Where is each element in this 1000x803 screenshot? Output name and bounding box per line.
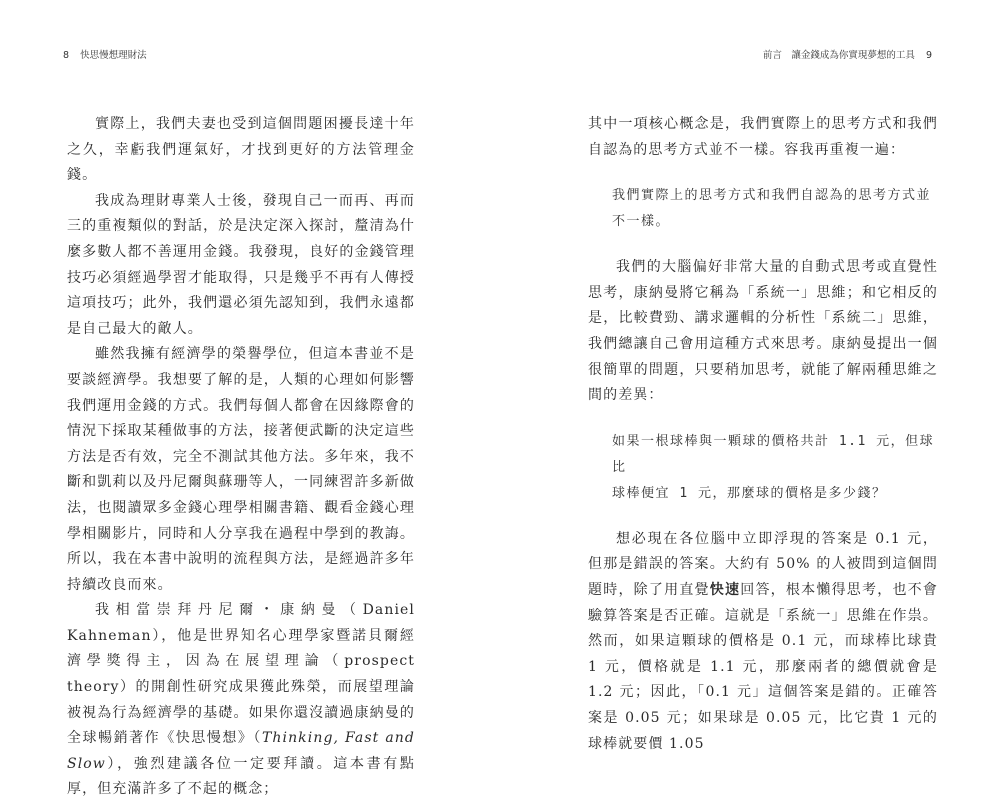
left-page-body — [67, 112, 415, 803]
paragraph-text: 想必現在各位腦中立即浮現的答案是 0.1 元，但那是錯誤的答案。大約有 50% 的人被問到這個問題時，除了用直覺 — [588, 530, 938, 598]
paragraph: 其中一項核心概念是，我們實際上的思考方式和我們自認為的思考方式並不一樣。容我再重複一遍： — [588, 116, 938, 158]
right-page-body — [588, 112, 938, 757]
right-page — [500, 0, 1000, 752]
left-running-title: 快思慢想理財法 — [80, 50, 147, 61]
quote-line: 球棒便宜 1 元，那麼球的價格是多少錢？ — [612, 485, 887, 501]
right-page-header — [763, 47, 940, 61]
quote-line: 我們實際上的思考方式和我們自認為的思考方式並 — [612, 188, 932, 204]
block-quote — [612, 183, 938, 235]
paragraph: 雖然我擁有經濟學的榮譽學位，但這本書並不是要談經濟學。我想要了解的是，人類的心理如何影響我們運用金錢的方式。我們每個人都會在因緣際會的情況下採取某種做事的方法，接著便武斷的決定這些方法是否有效，完全不測試其他方法。多年來，我不斷和凱莉以及丹尼爾與蘇珊等人，一同練習許多新做法，也閱讀眾多金錢心理學相關書籍、觀看金錢心理學相關影片，同時和人分享我在過程中學到的教誨。所以，我在本書中說明的流程與方法，是經過許多年持續改良而來。 — [67, 346, 415, 593]
paragraph-kahneman — [67, 598, 415, 803]
quote-line: 如果一根球棒與一顆球的價格共計 1.1 元，但球比 — [612, 433, 935, 475]
book-title-italic: Thinking, Fast and Slow — [67, 730, 415, 772]
paragraph-text: 我相當崇拜丹尼爾・康納曼（Daniel Kahneman），他是世界知名心理學家暨諾貝爾經濟學獎得主，因為在展望理論（prospect theory）的開創性研究成果獲此殊榮，而展望理論被視為行為經濟學的基礎。如果你還沒讀過康納曼的全球暢銷著作《快思慢想》（ — [67, 602, 415, 747]
paragraph: 我們的大腦偏好非常大量的自動式思考或直覺性思考，康納曼將它稱為「系統一」思維；和它相反的是，比較費勁、講求邏輯的分析性「系統二」思維，我們總讓自己會用這種方式來思考。康納曼提出一個很簡單的問題，只要稍加思考，就能了解兩種思維之間的差異： — [588, 259, 938, 404]
block-quote — [612, 429, 938, 507]
paragraph — [588, 527, 938, 757]
bold-emphasis: 快速 — [709, 581, 741, 598]
left-page-header — [55, 47, 147, 61]
paragraph: 我成為理財專業人士後，發現自己一而再、再而三的重複類似的對話，於是決定深入探討，釐清為什麼多數人都不善運用金錢。我發現，良好的金錢管理技巧必須經過學習才能取得，只是幾乎不再有人傳授這項技巧；此外，我們還必須先認知到，我們永遠都是自己最大的敵人。 — [67, 192, 415, 337]
paragraph-text: 回答，根本懶得思考，也不會驗算答案是否正確。這就是「系統一」思維在作祟。然而，如果這顆球的價格是 0.1 元，而球棒比球貴 1 元，價格就是 1.1 元，那麼兩者的總價就會是 1.2 元；因此，「0.1 元」這個答案是錯的。正確答案是 0.05 元；如果球是 0.05 元，比它貴 1 元的球棒就要價 1.05 — [588, 581, 938, 752]
quote-line: 不一樣。 — [612, 214, 671, 230]
right-running-title: 前言 讓金錢成為你實現夢想的工具 — [762, 50, 915, 61]
right-page-number: 9 — [925, 50, 932, 61]
paragraph-text: ），強烈建議各位一定要拜讀。這本書有點厚，但充滿許多了不起的概念； — [67, 755, 415, 798]
paragraph: 實際上，我們夫妻也受到這個問題困擾長達十年之久，幸虧我們運氣好，才找到更好的方法管理金錢。 — [67, 116, 415, 184]
left-page-number: 8 — [63, 50, 70, 61]
left-page — [0, 0, 500, 798]
